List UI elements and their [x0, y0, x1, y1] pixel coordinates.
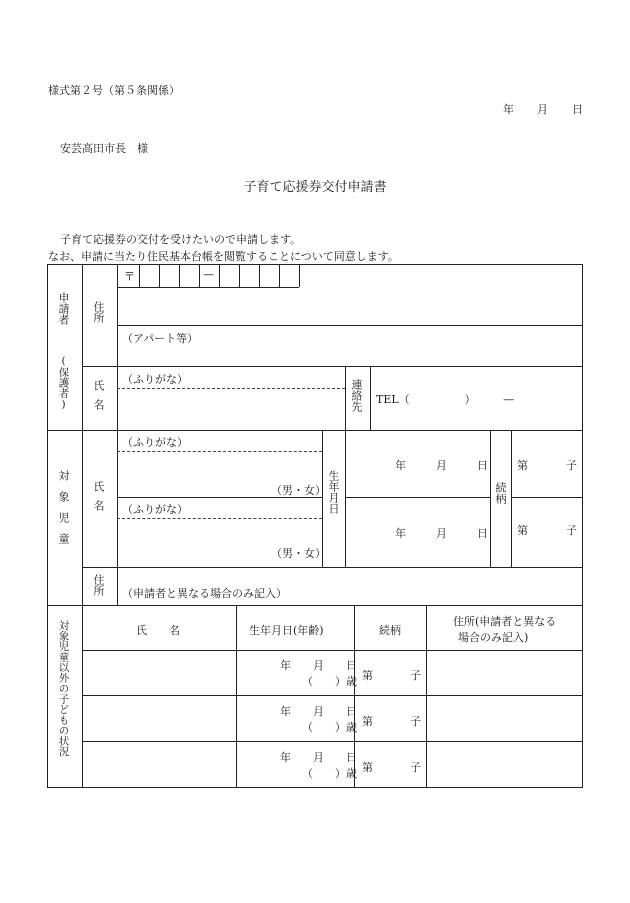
child2-ordinal-suffix: 子	[566, 524, 577, 537]
other-child1-address-input[interactable]	[427, 651, 582, 694]
addressee: 安芸高田市長 様	[60, 142, 148, 155]
other-child2-ordinal-prefix: 第	[362, 715, 373, 728]
child2-furigana-label: （ふりがな）	[122, 503, 188, 516]
other-child1-ordinal-prefix: 第	[362, 669, 373, 682]
other-child2-date[interactable]: 年 月 日	[280, 705, 357, 718]
applicant-section-sub: (保護者)	[57, 355, 70, 411]
form-number: 様式第２号（第５条関係）	[48, 84, 180, 97]
other-child3-ordinal-prefix: 第	[362, 761, 373, 774]
applicant-furigana-label: （ふりがな）	[122, 373, 188, 386]
child1-day-label: 日	[477, 459, 488, 472]
date-month-label: 月	[537, 103, 548, 116]
col-address-header-1: 住所(申請者と異なる	[453, 615, 557, 628]
other-child1-ordinal-suffix: 子	[410, 669, 421, 682]
date-day-label: 日	[572, 103, 583, 116]
col-name-header: 氏 名	[136, 624, 180, 637]
child1-gender[interactable]: （男・女）	[271, 484, 326, 497]
child1-furigana-label: （ふりがな）	[122, 436, 188, 449]
other-child2-address-input[interactable]	[427, 696, 582, 740]
child2-gender[interactable]: （男・女）	[271, 547, 326, 560]
children-name-label: 氏名	[92, 481, 105, 519]
other-child1-date[interactable]: 年 月 日	[280, 659, 357, 672]
child2-year-label: 年	[395, 527, 406, 540]
postal-dash: —	[203, 268, 214, 281]
child1-year-label: 年	[395, 459, 406, 472]
apartment-input[interactable]	[118, 345, 582, 365]
applicant-name-label: 氏名	[92, 380, 105, 418]
other-child2-age[interactable]: （ ）歳	[302, 721, 357, 734]
applicant-section-label: 申請者	[57, 292, 70, 325]
contact-label: 連絡先	[350, 379, 363, 412]
applicant-name-input[interactable]	[118, 390, 344, 429]
child2-month-label: 月	[436, 527, 447, 540]
postal-code-input[interactable]	[139, 265, 299, 287]
col-relation-header: 続柄	[379, 624, 401, 637]
address-input[interactable]	[118, 288, 582, 325]
others-section-label: 対象児童以外の子どもの状況	[57, 620, 70, 757]
other-child2-ordinal-suffix: 子	[410, 715, 421, 728]
other-child3-age[interactable]: （ ）歳	[302, 767, 357, 780]
children-section-label: 対象児童	[57, 470, 70, 554]
other-child2-name-input[interactable]	[83, 696, 235, 740]
form-title: 子育て応援券交付申請書	[243, 180, 387, 195]
child1-ordinal-suffix: 子	[566, 459, 577, 472]
applicant-address-label: 住所	[92, 301, 105, 323]
relation-label: 続柄	[494, 482, 507, 504]
intro-line-1: 子育て応援券の交付を受けたいので申請します。	[60, 233, 302, 246]
other-child3-ordinal-suffix: 子	[410, 761, 421, 774]
child2-ordinal-prefix: 第	[517, 524, 528, 537]
date-year-label: 年	[503, 103, 514, 116]
child1-month-label: 月	[436, 459, 447, 472]
other-child1-age[interactable]: （ ）歳	[302, 675, 357, 688]
child2-day-label: 日	[477, 527, 488, 540]
other-child3-address-input[interactable]	[427, 742, 582, 786]
col-address-header-2: 場合のみ記入)	[458, 631, 529, 644]
tel-field[interactable]: TEL（ ） —	[376, 393, 515, 406]
children-address-input[interactable]	[300, 568, 582, 604]
other-child3-date[interactable]: 年 月 日	[280, 751, 357, 764]
birthdate-label: 生年月日	[327, 470, 340, 514]
children-address-label: 住所	[92, 574, 105, 596]
other-child3-name-input[interactable]	[83, 742, 235, 786]
intro-line-2: なお、申請に当たり住民基本台帳を閲覧することについて同意します。	[48, 250, 399, 263]
apartment-label: （アパート等）	[122, 332, 199, 345]
postal-mark: 〒	[124, 270, 135, 283]
child1-ordinal-prefix: 第	[517, 459, 528, 472]
other-child1-name-input[interactable]	[83, 651, 235, 694]
children-address-note: （申請者と異なる場合のみ記入）	[122, 587, 287, 600]
col-birth-header: 生年月日(年齢)	[249, 624, 324, 637]
